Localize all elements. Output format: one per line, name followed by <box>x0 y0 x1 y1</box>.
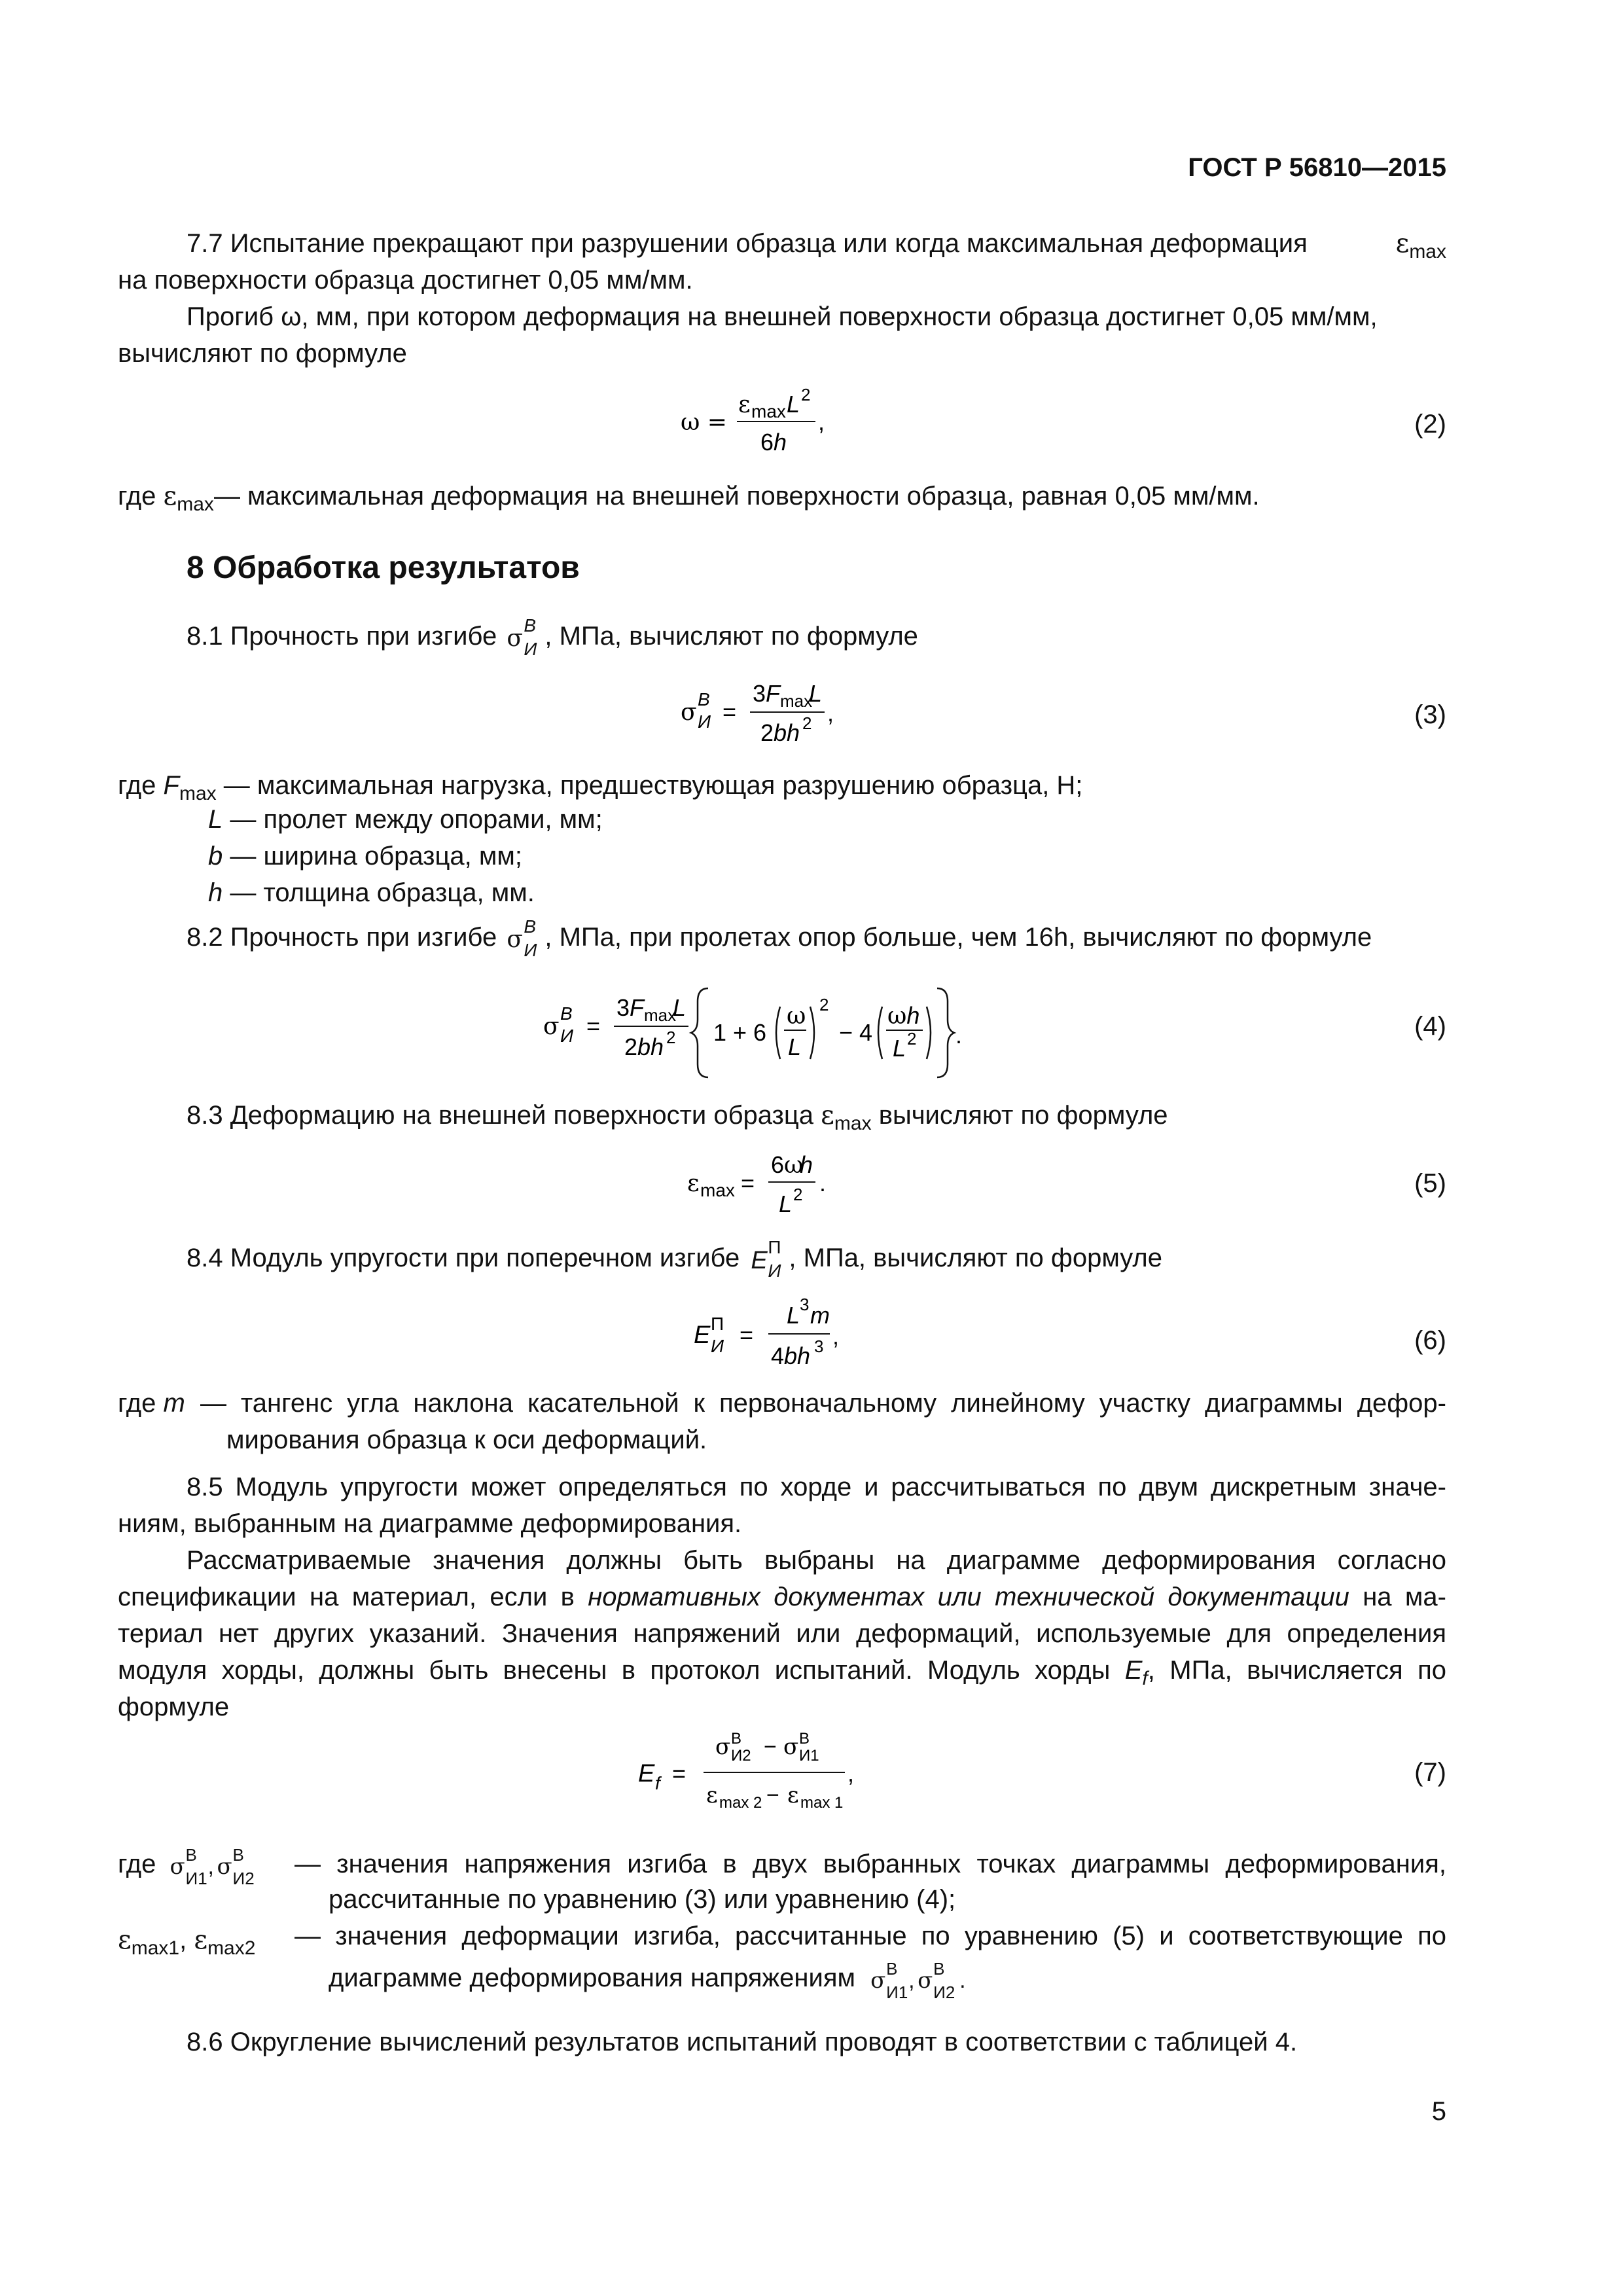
svg-text:2bh: 2bh <box>760 719 800 746</box>
svg-text:ε: ε <box>787 1782 799 1808</box>
para-8-5-line6: модуля хорды, должны быть внесены в протокол испытаний. Модуль хорды $E_f$, МПа, вычисляется по <box>118 1656 1446 1689</box>
where-sigma-desc1: — значения напряжения изгиба в двух выбранных точках диаграммы деформирования, <box>294 1850 1446 1878</box>
svg-text:,: , <box>818 408 825 435</box>
sigma-bend-symbol: σ B И <box>507 916 537 960</box>
svg-text:L: L <box>893 1035 906 1062</box>
para-8-5-line5: териал нет других указаний. Значения напряжений или деформаций, используемые для определения <box>118 1619 1446 1648</box>
svg-text:−: − <box>764 1734 777 1759</box>
page-number: 5 <box>1431 2097 1446 2126</box>
svg-text:L: L <box>809 680 823 707</box>
para-7-7-line4: вычисляют по формуле <box>118 339 407 368</box>
para-8-1: 8.1 Прочность при изгибе σ B И , МПа, вычисляют по формуле <box>187 615 918 659</box>
svg-text:И: И <box>711 1336 724 1356</box>
svg-text:,: , <box>847 1760 855 1787</box>
formula-3 <box>681 668 864 759</box>
para-8-6: 8.6 Округление вычислений результатов испытаний проводят в соответствии с таблицей 4. <box>187 2028 1298 2056</box>
svg-text:h: h <box>800 1151 813 1178</box>
formula-5 <box>687 1139 857 1224</box>
svg-text:4bh: 4bh <box>771 1342 811 1369</box>
svg-text:=: = <box>741 1170 755 1196</box>
svg-text:max: max <box>700 1180 735 1200</box>
where-sigma-desc2: рассчитанные по уравнению (3) или уравнению (4); <box>329 1885 956 1914</box>
para-8-5-line2: ниям, выбранным на диаграмме деформирования. <box>118 1509 742 1538</box>
svg-text:L: L <box>787 391 800 418</box>
svg-text:ε: ε <box>687 1170 700 1197</box>
svg-text:− 4: − 4 <box>839 1019 873 1046</box>
svg-text:σ: σ <box>543 1013 560 1040</box>
svg-text:m: m <box>810 1302 830 1329</box>
svg-text:B: B <box>560 1003 573 1024</box>
para-8-4: 8.4 Модуль упругости при поперечном изгибе E П И , МПа, вычисляют по формуле <box>187 1237 1162 1281</box>
para-8-5-line3: Рассматриваемые значения должны быть выбраны на диаграмме деформирования согласно <box>187 1546 1446 1575</box>
where-L: L — пролет между опорами, мм; <box>208 805 603 834</box>
svg-text:.: . <box>955 1022 963 1049</box>
svg-text:3F: 3F <box>616 994 645 1021</box>
svg-text:L: L <box>788 1033 802 1060</box>
equation-number-6: (6) <box>1414 1326 1446 1355</box>
svg-text:ω =: ω = <box>681 409 727 436</box>
svg-text:max: max <box>780 691 813 711</box>
svg-text:И: И <box>698 711 711 732</box>
svg-text:ε: ε <box>706 1782 718 1808</box>
equation-number-4: (4) <box>1414 1012 1446 1041</box>
formula-7 <box>638 1721 900 1826</box>
eps-symbol: ε <box>163 481 177 511</box>
svg-text:И2: И2 <box>731 1747 751 1765</box>
svg-text:И1: И1 <box>799 1747 819 1765</box>
svg-text:=: = <box>672 1760 687 1787</box>
svg-text:6h: 6h <box>760 429 787 456</box>
svg-text:,: , <box>827 700 834 726</box>
svg-text:,: , <box>832 1323 840 1350</box>
svg-text:3: 3 <box>800 1295 810 1314</box>
formula-6 <box>694 1289 851 1381</box>
modulus-symbol: E П И <box>751 1237 781 1281</box>
svg-text:f: f <box>655 1773 660 1793</box>
where-h: h — толщина образца, мм. <box>208 878 535 907</box>
svg-text:E: E <box>638 1760 655 1787</box>
para-8-3: 8.3 Деформацию на внешней поверхности образца $\varepsilon_{max}$ вычисляют по формуле <box>187 1100 1168 1134</box>
svg-text:=: = <box>740 1321 754 1348</box>
where-eps-symbols: $\varepsilon_{max1}$, $\varepsilon_{max2}$ <box>118 1925 256 1959</box>
equation-number-2: (2) <box>1414 410 1446 439</box>
svg-text:2bh: 2bh <box>624 1033 664 1060</box>
standard-header: ГОСТ Р 56810—2015 <box>1188 153 1446 182</box>
svg-text:В: В <box>731 1730 742 1748</box>
para-8-2: 8.2 Прочность при изгибе σ B И , МПа, при пролетах опор больше, чем 16h, вычисляют по формуле <box>187 916 1372 960</box>
sigma-bend-symbol: σ B И <box>507 615 537 659</box>
svg-text:max: max <box>751 401 786 422</box>
formula-4 <box>537 975 995 1080</box>
svg-text:3F: 3F <box>753 680 781 707</box>
eps-max-symbol: $\varepsilon_{max}$ <box>1395 228 1446 262</box>
equation-number-5: (5) <box>1414 1169 1446 1198</box>
svg-text:E: E <box>694 1321 711 1349</box>
section-heading-8: 8 Обработка результатов <box>187 550 580 585</box>
where-eq2: где $\varepsilon_{max}—$ максимальная деформация на внешней поверхности образца, равная 0,05 мм/мм. <box>118 481 1260 515</box>
where-eps-desc1: — значения деформации изгиба, рассчитанные по уравнению (5) и соответствующие по <box>294 1922 1446 1950</box>
svg-text:6: 6 <box>771 1151 785 1178</box>
svg-text:max 2: max 2 <box>719 1794 762 1812</box>
para-8-5-line7: формуле <box>118 1693 230 1721</box>
svg-text:2: 2 <box>793 1185 803 1204</box>
para-7-7-line3: Прогиб ω, мм, при котором деформация на внешней поверхности образца достигнет 0,05 мм/мм, <box>187 302 1378 331</box>
svg-text:L: L <box>673 994 687 1021</box>
svg-text:B: B <box>698 689 710 709</box>
svg-text:σ: σ <box>681 699 697 726</box>
svg-text:2: 2 <box>802 713 812 733</box>
svg-text:max 1: max 1 <box>800 1794 844 1812</box>
svg-text:И: И <box>560 1026 574 1046</box>
para-7-7-line2: на поверхности образца достигнет 0,05 мм/мм. <box>118 266 693 295</box>
para-7-7-line1: 7.7 Испытание прекращают при разрушении образца или когда максимальная деформация $\varepsilon_{max}$ <box>187 225 1446 262</box>
svg-text:П: П <box>711 1314 724 1334</box>
where-m-line1: — тангенс угла наклона касательной к первоначальному линейному участку диаграммы дефор- <box>200 1389 1446 1418</box>
where-m-line2: мирования образца к оси деформаций. <box>226 1426 707 1454</box>
svg-text:max: max <box>644 1005 677 1025</box>
where-m-prefix: где m <box>118 1389 185 1418</box>
svg-text:ω: ω <box>784 1152 804 1179</box>
para-8-5-line1: 8.5 Модуль упругости может определяться по хорде и рассчитываться по двум дискретным значе- <box>187 1473 1446 1501</box>
svg-text:ε: ε <box>738 391 751 418</box>
where-b: b — ширина образца, мм; <box>208 842 522 870</box>
svg-text:.: . <box>819 1170 827 1196</box>
para-8-5-line4: спецификации на материал, если в нормативных документах или технической документации на ма- <box>118 1583 1446 1611</box>
svg-text:=: = <box>586 1013 601 1039</box>
formula-2 <box>681 380 851 465</box>
svg-text:2: 2 <box>819 995 829 1014</box>
svg-text:2: 2 <box>666 1028 676 1047</box>
where-eps-desc2: диаграмме деформирования напряжениям σ В И1 , σ В И2 . <box>329 1959 966 2002</box>
equation-number-7: (7) <box>1414 1758 1446 1787</box>
equation-number-3: (3) <box>1414 700 1446 729</box>
svg-text:2: 2 <box>907 1029 917 1049</box>
svg-text:1 + 6: 1 + 6 <box>713 1019 767 1046</box>
svg-text:ω: ω <box>787 1003 806 1030</box>
svg-text:3: 3 <box>814 1336 824 1356</box>
svg-text:В: В <box>799 1730 810 1748</box>
svg-text:2: 2 <box>801 385 811 404</box>
svg-text:L: L <box>779 1191 793 1217</box>
svg-text:σ: σ <box>783 1734 799 1760</box>
svg-text:=: = <box>722 698 737 725</box>
svg-text:σ: σ <box>715 1734 731 1760</box>
where-fmax: где $F_{max}$ — максимальная нагрузка, предшествующая разрушению образца, Н; <box>118 771 1083 804</box>
svg-text:ωh: ωh <box>887 1002 920 1030</box>
svg-text:L: L <box>787 1302 800 1329</box>
where-sigma-symbols: где σ В И1 , σ В И2 <box>118 1845 255 1888</box>
svg-text:−: − <box>766 1783 779 1808</box>
